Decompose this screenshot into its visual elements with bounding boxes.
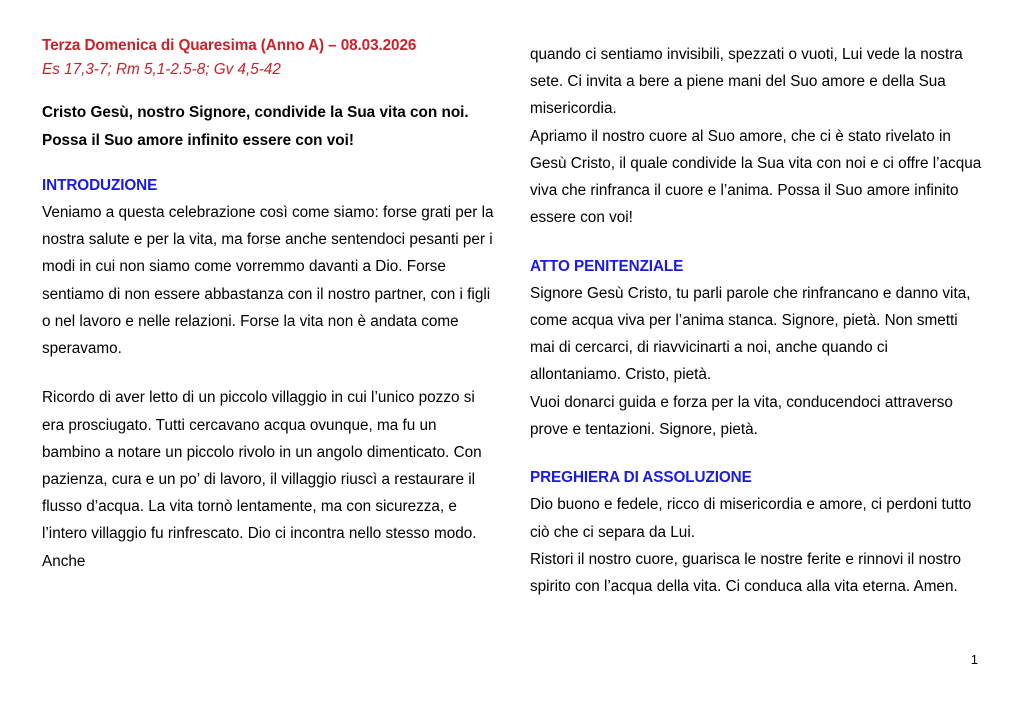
introduzione-paragraph-2-continued: quando ci sentiamo invisibili, spezzati o vuoti, Lui vede la nostra sete. Ci invita a bere a piene mani del Suo amore e della Sua misericordia.: [530, 46, 963, 118]
section-heading-introduzione: INTRODUZIONE: [42, 176, 158, 194]
page-number: 1: [970, 652, 978, 667]
preghiera-paragraph-2: Ristori il nostro cuore, guarisca le nostre ferite e rinnovi il nostro spirito con l’acqua della vita. Ci conduca alla vita eterna. Amen.: [530, 550, 962, 595]
greeting-text: Cristo Gesù, nostro Signore, condivide la Sua vita con noi. Possa il Suo amore infinito essere con voi!: [42, 104, 469, 149]
introduzione-paragraph-1: Veniamo a questa celebrazione così come siamo: forse grati per la nostra salute e per la vita, ma forse anche sentendoci pesanti per i modi in cui non siamo come vorremmo davanti a Dio. Forse sentiamo di non essere abbastanza con il nostro partner, con i figli o nel lavoro e nelle relazioni. Forse la vita non è andata come speravamo.: [42, 203, 494, 358]
preghiera-paragraph-1: Dio buono e fedele, ricco di misericordia e amore, ci perdoni tutto ciò che ci separa da Lui.: [530, 496, 972, 541]
right-column: [530, 34, 982, 600]
document-title: Terza Domenica di Quaresima (Anno A) – 08.03.2026: [42, 37, 417, 54]
atto-penitenziale-paragraph-2: Vuoi donarci guida e forza per la vita, conducendoci attraverso prove e tentazioni. Signore, pietà.: [530, 393, 953, 438]
scripture-readings: Es 17,3-7; Rm 5,1-2.5-8; Gv 4,5-42: [42, 61, 281, 79]
atto-penitenziale-paragraph-1: Signore Gesù Cristo, tu parli parole che rinfrancano e danno vita, come acqua viva per l’anima stanca. Signore, pietà. Non smetti mai di cercarci, di riavvicinarti a noi, anche quando ci allontaniamo. Cristo, pietà.: [530, 284, 971, 384]
section-heading-preghiera-di-assoluzione: PREGHIERA DI ASSOLUZIONE: [530, 469, 752, 487]
section-heading-atto-penitenziale: ATTO PENITENZIALE: [530, 257, 684, 275]
left-column: [42, 34, 494, 575]
introduzione-paragraph-2: Ricordo di aver letto di un piccolo villaggio in cui l’unico pozzo si era prosciugato. Tutti cercavano acqua ovunque, ma fu un bambino a notare un piccolo rivolo in un angolo dimenticato. Con pazienza, cura e un po’ di lavoro, il villaggio riuscì a restaurare il flusso d’acqua. La vita tornò lentamente, ma con sicurezza, e l’intero villaggio fu rinfrescato. Dio ci incontra nello stesso modo. Anche: [42, 389, 482, 570]
introduzione-paragraph-3: Apriamo il nostro cuore al Suo amore, che ci è stato rivelato in Gesù Cristo, il quale condivide la Sua vita con noi e ci offre l’acqua viva che rinfranca il cuore e l’anima. Possa il Suo amore infinito essere con voi!: [530, 127, 982, 227]
